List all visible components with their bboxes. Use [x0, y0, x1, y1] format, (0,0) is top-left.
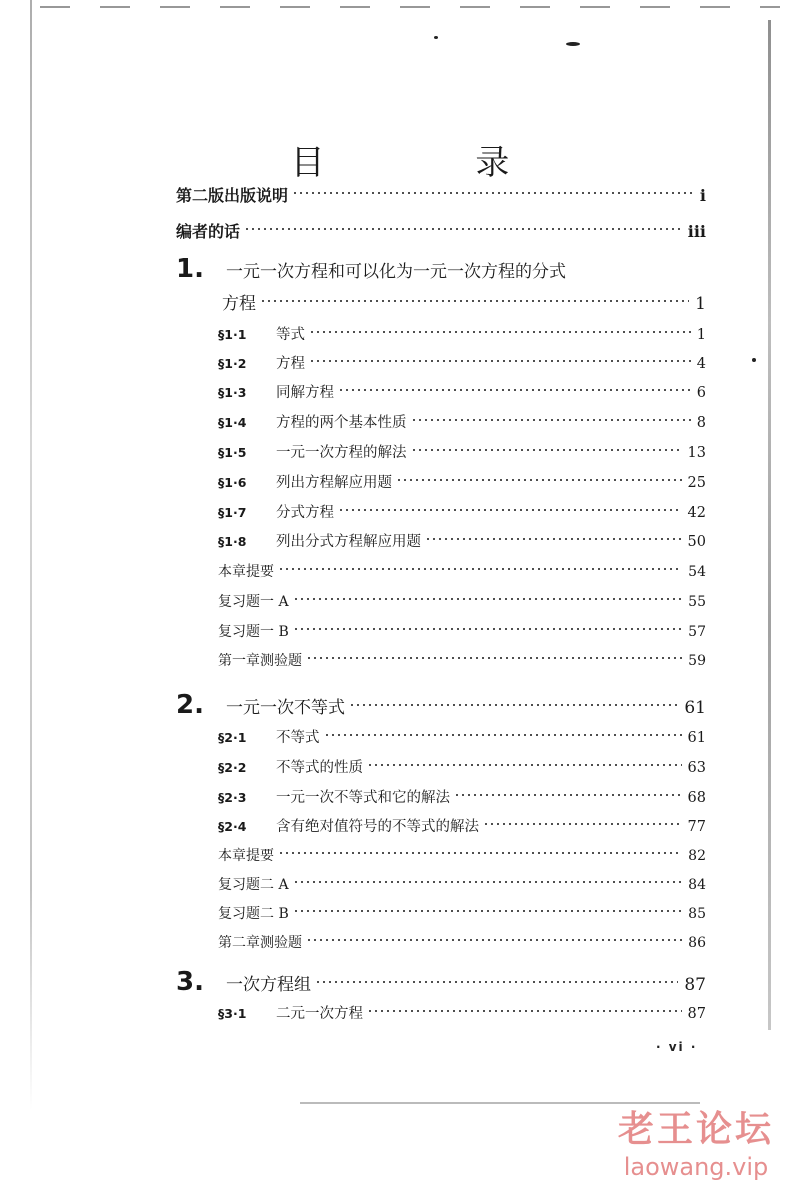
- toc-entry-page: 61: [687, 730, 706, 746]
- toc-entry-page: 13: [687, 445, 706, 461]
- toc-entry-page: 54: [688, 564, 706, 580]
- toc-chapter-2-review-a[interactable]: [218, 874, 706, 894]
- toc-entry-page: 68: [687, 790, 706, 806]
- toc-chapter-1-heading[interactable]: [176, 254, 706, 284]
- scan-speck: [752, 358, 756, 362]
- section-title: 一元一次方程的解法: [276, 441, 407, 462]
- toc-section-2-3[interactable]: [218, 786, 706, 807]
- leader-dots: [293, 874, 683, 888]
- toc-entry-page: 85: [688, 906, 706, 922]
- section-title: 含有绝对值符号的不等式的解法: [276, 815, 479, 836]
- watermark-chinese: 老王论坛: [617, 1109, 774, 1150]
- section-number: §1·3: [218, 385, 276, 400]
- toc-entry-label: 第二章测验题: [218, 932, 302, 952]
- section-title: 等式: [276, 323, 305, 344]
- toc-chapter-1-heading-cont[interactable]: [222, 289, 706, 314]
- toc-entry-page: 1: [695, 294, 706, 314]
- chapter-title: 一次方程组: [226, 970, 311, 995]
- section-title: 分式方程: [276, 501, 334, 522]
- section-number: §1·7: [218, 505, 276, 520]
- section-number: §1·5: [218, 445, 276, 460]
- section-title: 列出分式方程解应用题: [276, 530, 421, 551]
- leader-dots: [425, 530, 682, 545]
- toc-entry-front-1[interactable]: [176, 183, 706, 206]
- section-number: §1·2: [218, 356, 276, 371]
- scan-edge-top: [40, 6, 780, 8]
- toc-entry-label: 本章提要: [218, 845, 274, 865]
- toc-section-1-1[interactable]: [218, 323, 706, 344]
- toc-section-2-1[interactable]: [218, 726, 706, 747]
- page-title: 目 录: [290, 142, 580, 183]
- leader-dots: [292, 183, 694, 199]
- section-title: 方程: [276, 352, 305, 373]
- leader-dots: [309, 352, 691, 367]
- leader-dots: [349, 694, 678, 711]
- toc-section-1-7[interactable]: [218, 501, 706, 522]
- section-number: §2·3: [218, 790, 276, 805]
- toc-entry-page: 6: [696, 385, 706, 401]
- section-title: 不等式的性质: [276, 756, 363, 777]
- toc-chapter-1-summary[interactable]: [218, 561, 706, 581]
- toc-entry-page: 82: [688, 848, 706, 864]
- leader-dots: [367, 1002, 682, 1017]
- toc-entry-label: 编者的话: [176, 219, 240, 242]
- toc-chapter-1-test[interactable]: [218, 650, 706, 670]
- leader-dots: [338, 501, 682, 516]
- leader-dots: [338, 381, 691, 396]
- toc-entry-page: 84: [688, 877, 706, 893]
- toc-section-1-4[interactable]: [218, 411, 706, 432]
- toc-entry-page: 59: [688, 653, 706, 669]
- chapter-number: 1.: [176, 254, 204, 284]
- toc-entry-page: i: [699, 186, 706, 205]
- toc-chapter-2-summary[interactable]: [218, 845, 706, 865]
- toc-section-1-2[interactable]: [218, 352, 706, 373]
- toc-chapter-2-heading[interactable]: [176, 690, 706, 720]
- toc-chapter-1-review-a[interactable]: [218, 591, 706, 611]
- section-title: 不等式: [276, 726, 320, 747]
- section-title: 二元一次方程: [276, 1002, 363, 1023]
- leader-dots: [315, 971, 678, 988]
- chapter-number: 2.: [176, 690, 204, 720]
- toc-entry-label: 复习题一 A: [218, 591, 289, 611]
- toc-entry-front-2[interactable]: [176, 219, 706, 242]
- leader-dots: [260, 290, 689, 307]
- watermark-url: laowang.vip: [623, 1153, 769, 1181]
- section-number: §1·4: [218, 415, 276, 430]
- toc-entry-page: 61: [684, 698, 706, 718]
- section-number: §2·4: [218, 819, 276, 834]
- section-number: §1·1: [218, 327, 276, 342]
- toc-entry-page: 55: [688, 594, 706, 610]
- leader-dots: [324, 726, 682, 741]
- leader-dots: [306, 932, 682, 946]
- leader-dots: [309, 323, 691, 338]
- toc-section-2-2[interactable]: [218, 756, 706, 777]
- toc-chapter-2-review-b[interactable]: [218, 903, 706, 923]
- toc-entry-page: 25: [687, 475, 706, 491]
- toc-entry-page: iii: [687, 222, 706, 241]
- scan-edge-bottom: [300, 1102, 700, 1104]
- toc-entry-label: 第一章测验题: [218, 650, 302, 670]
- toc-entry-label: 复习题二 B: [218, 903, 289, 923]
- section-title: 列出方程解应用题: [276, 471, 392, 492]
- leader-dots: [411, 411, 691, 426]
- toc-section-1-6[interactable]: [218, 471, 706, 492]
- toc-entry-page: 42: [687, 505, 706, 521]
- toc-entry-label: 复习题二 A: [218, 874, 289, 894]
- leader-dots: [454, 786, 682, 801]
- toc-entry-page: 86: [688, 935, 706, 951]
- toc-entry-label: 第二版出版说明: [176, 183, 288, 206]
- chapter-title-cont: 方程: [222, 289, 256, 314]
- section-number: §1·6: [218, 475, 276, 490]
- section-number: §3·1: [218, 1006, 276, 1021]
- toc-section-1-3[interactable]: [218, 381, 706, 402]
- toc-entry-page: 63: [687, 760, 706, 776]
- toc-section-3-1[interactable]: [218, 1002, 706, 1023]
- chapter-number: 3.: [176, 967, 204, 997]
- leader-dots: [278, 845, 682, 859]
- watermark: [606, 1108, 786, 1182]
- leader-dots: [483, 815, 682, 830]
- toc-entry-page: 57: [688, 624, 706, 640]
- leader-dots: [367, 756, 682, 771]
- scan-speck: [434, 36, 438, 39]
- section-title: 同解方程: [276, 381, 334, 402]
- leader-dots: [244, 219, 682, 235]
- toc-chapter-2-test[interactable]: [218, 932, 706, 952]
- page-folio: · vi ·: [656, 1040, 698, 1054]
- toc-chapter-1-review-b[interactable]: [218, 621, 706, 641]
- toc-entry-page: 1: [696, 327, 706, 343]
- leader-dots: [278, 561, 682, 575]
- section-title: 方程的两个基本性质: [276, 411, 407, 432]
- leader-dots: [411, 441, 682, 456]
- leader-dots: [306, 650, 682, 664]
- leader-dots: [293, 591, 683, 605]
- chapter-title: 一元一次不等式: [226, 693, 345, 718]
- scan-speck: [566, 42, 580, 46]
- leader-dots: [396, 471, 682, 486]
- section-title: 一元一次不等式和它的解法: [276, 786, 450, 807]
- leader-dots: [293, 621, 682, 635]
- toc-entry-page: 4: [696, 356, 706, 372]
- toc-entry-page: 50: [687, 534, 706, 550]
- toc-section-1-5[interactable]: [218, 441, 706, 462]
- chapter-title: 一元一次方程和可以化为一元一次方程的分式: [226, 257, 566, 282]
- toc-entry-page: 87: [684, 975, 706, 995]
- section-number: §1·8: [218, 534, 276, 549]
- toc-entry-page: 77: [687, 819, 706, 835]
- section-number: §2·2: [218, 760, 276, 775]
- toc-chapter-3-heading[interactable]: [176, 967, 706, 997]
- toc-entry-label: 本章提要: [218, 561, 274, 581]
- leader-dots: [293, 903, 682, 917]
- toc-entry-label: 复习题一 B: [218, 621, 289, 641]
- section-number: §2·1: [218, 730, 276, 745]
- toc-entry-page: 87: [687, 1006, 706, 1022]
- toc-section-1-8[interactable]: [218, 530, 706, 551]
- toc-entry-page: 8: [696, 415, 706, 431]
- toc-section-2-4[interactable]: [218, 815, 706, 836]
